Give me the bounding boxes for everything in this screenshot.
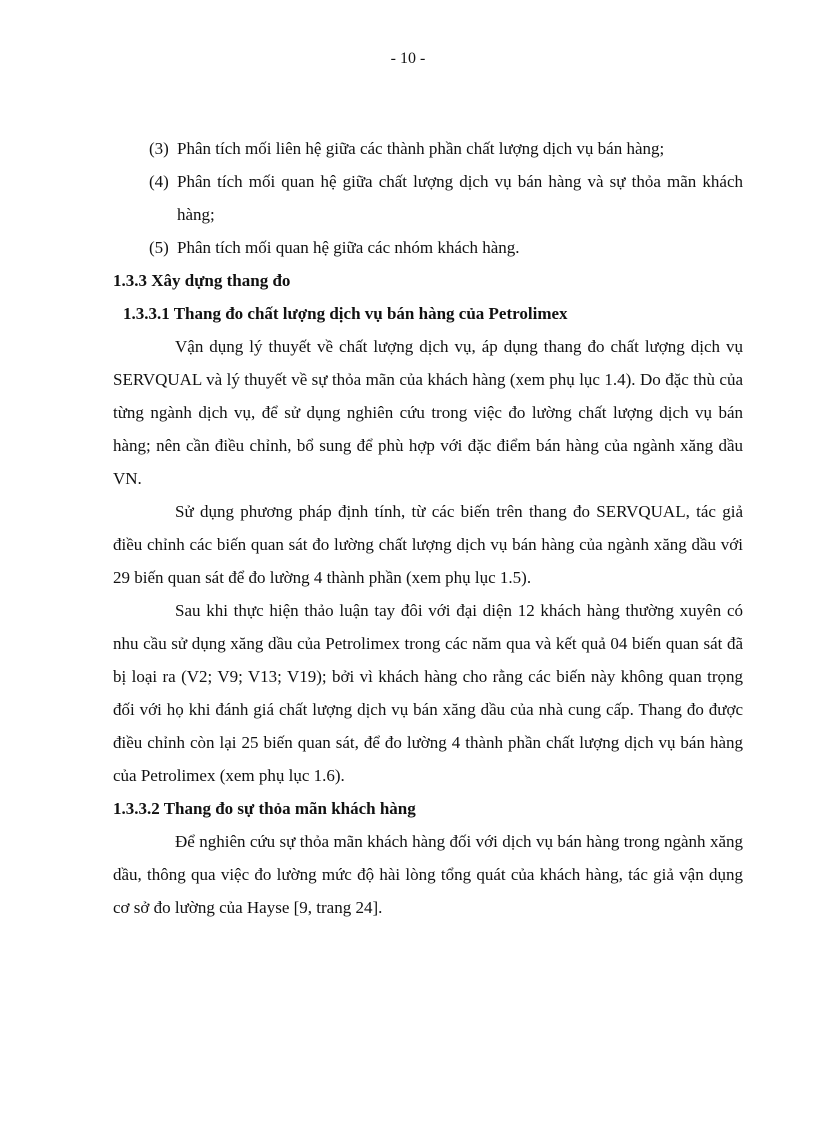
section-heading-1-3-3-1: 1.3.3.1 Thang đo chất lượng dịch vụ bán hàng của Petrolimex [123, 304, 568, 323]
list-item [113, 132, 743, 165]
body-paragraph: Sử dụng phương pháp định tính, từ các biến trên thang đo SERVQUAL, tác giả điều chỉnh các biến quan sát đo lường chất lượng dịch vụ bán hàng của ngành xăng dầu với 29 biến quan sát để đo lường 4 thành phần (xem phụ lục 1.5). [113, 502, 743, 587]
list-item-text: Phân tích mối quan hệ giữa chất lượng dịch vụ bán hàng và sự thỏa mãn khách hàng; [177, 172, 743, 224]
list-item-text: Phân tích mối quan hệ giữa các nhóm khách hàng. [177, 238, 520, 257]
list-item-number: (5) [149, 238, 169, 257]
body-paragraph: Để nghiên cứu sự thỏa mãn khách hàng đối với dịch vụ bán hàng trong ngành xăng dầu, thông qua việc đo lường mức độ hài lòng tổng quát của khách hàng, tác giả vận dụng cơ sở đo lường của Hayse [9, trang 24]. [113, 832, 743, 917]
page-number: - 10 - [390, 50, 426, 67]
list-item [113, 231, 743, 264]
list-item-text: Phân tích mối liên hệ giữa các thành phần chất lượng dịch vụ bán hàng; [177, 139, 665, 158]
list-item-number: (3) [149, 139, 169, 158]
section-heading-1-3-3-2: 1.3.3.2 Thang đo sự thỏa mãn khách hàng [113, 799, 416, 818]
body-paragraph: Vận dụng lý thuyết về chất lượng dịch vụ, áp dụng thang đo chất lượng dịch vụ SERVQUAL và lý thuyết về sự thỏa mãn của khách hàng (xem phụ lục 1.4). Do đặc thù của từng ngành dịch vụ, để sử dụng nghiên cứu trong việc đo lường chất lượng dịch vụ bán hàng; nên cần điều chỉnh, bổ sung để phù hợp với đặc điểm bán hàng của ngành xăng dầu VN. [113, 337, 743, 488]
section-heading-1-3-3: 1.3.3 Xây dựng thang đo [113, 271, 291, 290]
list-item [113, 165, 743, 231]
body-paragraph: Sau khi thực hiện thảo luận tay đôi với đại diện 12 khách hàng thường xuyên có nhu cầu sử dụng xăng dầu của Petrolimex trong các năm qua và kết quả 04 biến quan sát đã bị loại ra (V2; V9; V13; V19); bởi vì khách hàng cho rằng các biến này không quan trọng đối với họ khi đánh giá chất lượng dịch vụ bán xăng dầu của nhà cung cấp. Thang đo được điều chỉnh còn lại 25 biến quan sát, để đo lường 4 thành phần chất lượng dịch vụ bán hàng của Petrolimex (xem phụ lục 1.6). [113, 601, 743, 785]
list-item-number: (4) [149, 172, 169, 191]
page-content [113, 132, 743, 924]
